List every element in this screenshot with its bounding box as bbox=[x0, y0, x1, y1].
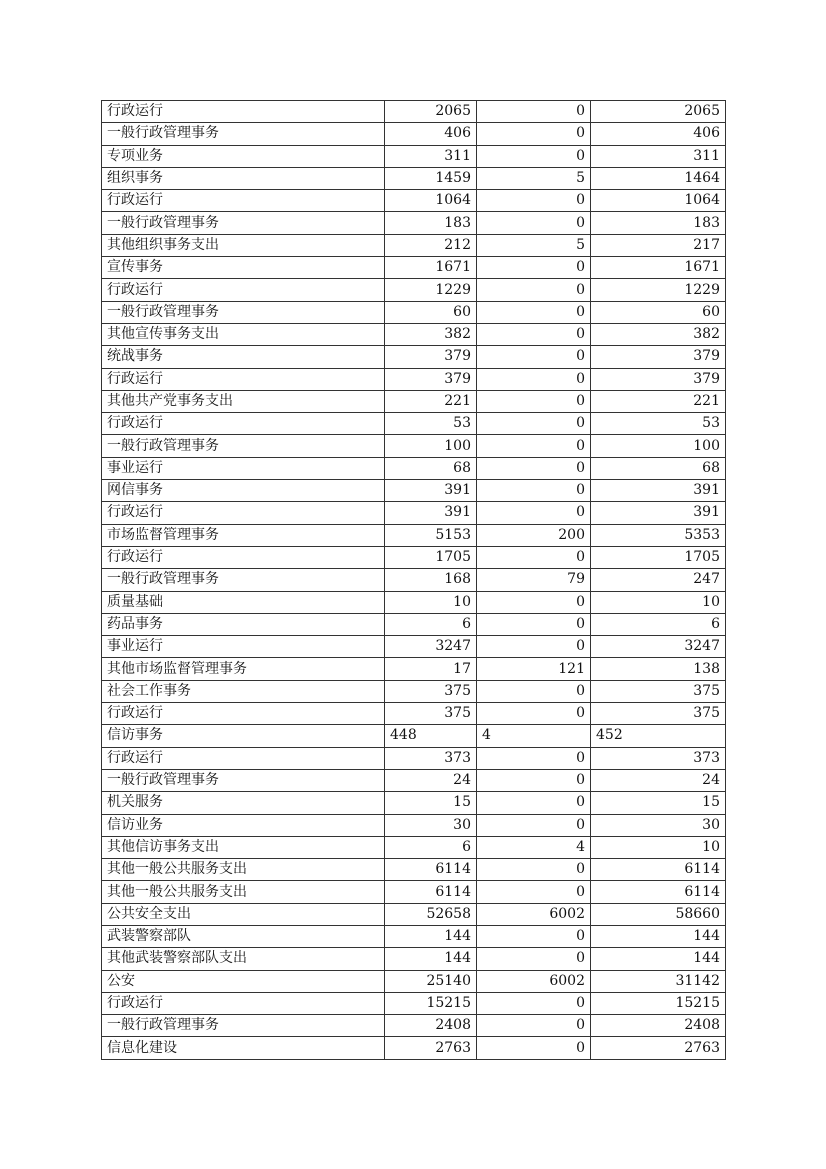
amount-cell-3: 68 bbox=[591, 457, 726, 479]
amount-cell-2: 0 bbox=[477, 1037, 591, 1059]
amount-cell-2: 0 bbox=[477, 925, 591, 947]
amount-cell-2: 0 bbox=[477, 390, 591, 412]
item-name-cell: 统战事务 bbox=[102, 346, 385, 368]
amount-cell-2: 0 bbox=[477, 301, 591, 323]
table-body bbox=[102, 101, 726, 1060]
table-row bbox=[102, 1015, 726, 1037]
amount-cell-1: 1459 bbox=[385, 167, 477, 189]
amount-cell-2: 0 bbox=[477, 992, 591, 1014]
amount-cell-3: 311 bbox=[591, 145, 726, 167]
item-name-cell: 行政运行 bbox=[102, 703, 385, 725]
item-name-cell: 其他武装警察部队支出 bbox=[102, 948, 385, 970]
amount-cell-3: 183 bbox=[591, 212, 726, 234]
amount-cell-2: 0 bbox=[477, 457, 591, 479]
amount-cell-1: 6114 bbox=[385, 881, 477, 903]
amount-cell-2: 0 bbox=[477, 636, 591, 658]
amount-cell-3: 24 bbox=[591, 769, 726, 791]
amount-cell-3: 221 bbox=[591, 390, 726, 412]
amount-cell-2: 0 bbox=[477, 279, 591, 301]
amount-cell-2: 79 bbox=[477, 569, 591, 591]
table-row bbox=[102, 1037, 726, 1059]
amount-cell-1: 406 bbox=[385, 123, 477, 145]
amount-cell-1: 379 bbox=[385, 368, 477, 390]
amount-cell-3: 452 bbox=[591, 725, 726, 747]
amount-cell-1: 382 bbox=[385, 323, 477, 345]
item-name-cell: 市场监督管理事务 bbox=[102, 524, 385, 546]
amount-cell-1: 379 bbox=[385, 346, 477, 368]
amount-cell-3: 60 bbox=[591, 301, 726, 323]
item-name-cell: 一般行政管理事务 bbox=[102, 123, 385, 145]
item-name-cell: 信访业务 bbox=[102, 814, 385, 836]
item-name-cell: 行政运行 bbox=[102, 413, 385, 435]
table-row bbox=[102, 747, 726, 769]
amount-cell-3: 31142 bbox=[591, 970, 726, 992]
amount-cell-3: 1064 bbox=[591, 190, 726, 212]
amount-cell-1: 2763 bbox=[385, 1037, 477, 1059]
item-name-cell: 信访事务 bbox=[102, 725, 385, 747]
table-row bbox=[102, 948, 726, 970]
item-name-cell: 一般行政管理事务 bbox=[102, 212, 385, 234]
table-row bbox=[102, 992, 726, 1014]
table-row bbox=[102, 680, 726, 702]
amount-cell-1: 10 bbox=[385, 591, 477, 613]
amount-cell-1: 448 bbox=[385, 725, 477, 747]
item-name-cell: 行政运行 bbox=[102, 101, 385, 123]
table-row bbox=[102, 457, 726, 479]
amount-cell-3: 391 bbox=[591, 502, 726, 524]
amount-cell-2: 0 bbox=[477, 368, 591, 390]
table-row bbox=[102, 725, 726, 747]
amount-cell-2: 0 bbox=[477, 346, 591, 368]
item-name-cell: 行政运行 bbox=[102, 546, 385, 568]
amount-cell-2: 0 bbox=[477, 257, 591, 279]
amount-cell-1: 311 bbox=[385, 145, 477, 167]
table-row bbox=[102, 101, 726, 123]
table-row bbox=[102, 368, 726, 390]
table-row bbox=[102, 569, 726, 591]
amount-cell-1: 68 bbox=[385, 457, 477, 479]
amount-cell-3: 3247 bbox=[591, 636, 726, 658]
amount-cell-2: 4 bbox=[477, 836, 591, 858]
amount-cell-1: 3247 bbox=[385, 636, 477, 658]
amount-cell-3: 217 bbox=[591, 234, 726, 256]
amount-cell-2: 5 bbox=[477, 167, 591, 189]
amount-cell-1: 168 bbox=[385, 569, 477, 591]
amount-cell-1: 15215 bbox=[385, 992, 477, 1014]
item-name-cell: 一般行政管理事务 bbox=[102, 301, 385, 323]
amount-cell-1: 6 bbox=[385, 613, 477, 635]
amount-cell-3: 15 bbox=[591, 792, 726, 814]
amount-cell-1: 17 bbox=[385, 658, 477, 680]
amount-cell-2: 0 bbox=[477, 413, 591, 435]
item-name-cell: 社会工作事务 bbox=[102, 680, 385, 702]
item-name-cell: 其他信访事务支出 bbox=[102, 836, 385, 858]
amount-cell-2: 0 bbox=[477, 703, 591, 725]
amount-cell-1: 2065 bbox=[385, 101, 477, 123]
table-row bbox=[102, 167, 726, 189]
amount-cell-1: 212 bbox=[385, 234, 477, 256]
amount-cell-1: 1229 bbox=[385, 279, 477, 301]
table-row bbox=[102, 546, 726, 568]
amount-cell-3: 406 bbox=[591, 123, 726, 145]
item-name-cell: 事业运行 bbox=[102, 636, 385, 658]
item-name-cell: 行政运行 bbox=[102, 190, 385, 212]
amount-cell-3: 138 bbox=[591, 658, 726, 680]
amount-cell-3: 2763 bbox=[591, 1037, 726, 1059]
amount-cell-1: 391 bbox=[385, 502, 477, 524]
item-name-cell: 质量基础 bbox=[102, 591, 385, 613]
item-name-cell: 公共安全支出 bbox=[102, 903, 385, 925]
amount-cell-3: 247 bbox=[591, 569, 726, 591]
table-row bbox=[102, 524, 726, 546]
amount-cell-3: 373 bbox=[591, 747, 726, 769]
amount-cell-2: 0 bbox=[477, 101, 591, 123]
amount-cell-3: 30 bbox=[591, 814, 726, 836]
amount-cell-1: 6114 bbox=[385, 859, 477, 881]
table-row bbox=[102, 257, 726, 279]
amount-cell-2: 0 bbox=[477, 435, 591, 457]
item-name-cell: 信息化建设 bbox=[102, 1037, 385, 1059]
amount-cell-3: 15215 bbox=[591, 992, 726, 1014]
amount-cell-2: 121 bbox=[477, 658, 591, 680]
amount-cell-3: 10 bbox=[591, 591, 726, 613]
item-name-cell: 一般行政管理事务 bbox=[102, 435, 385, 457]
amount-cell-1: 5153 bbox=[385, 524, 477, 546]
table-row bbox=[102, 970, 726, 992]
amount-cell-2: 0 bbox=[477, 613, 591, 635]
amount-cell-2: 0 bbox=[477, 145, 591, 167]
amount-cell-1: 52658 bbox=[385, 903, 477, 925]
amount-cell-3: 144 bbox=[591, 948, 726, 970]
item-name-cell: 网信事务 bbox=[102, 480, 385, 502]
amount-cell-3: 379 bbox=[591, 346, 726, 368]
amount-cell-1: 1671 bbox=[385, 257, 477, 279]
table-row bbox=[102, 836, 726, 858]
amount-cell-3: 6114 bbox=[591, 859, 726, 881]
amount-cell-3: 144 bbox=[591, 925, 726, 947]
amount-cell-2: 5 bbox=[477, 234, 591, 256]
amount-cell-2: 0 bbox=[477, 814, 591, 836]
amount-cell-3: 10 bbox=[591, 836, 726, 858]
amount-cell-1: 2408 bbox=[385, 1015, 477, 1037]
table-row bbox=[102, 346, 726, 368]
amount-cell-3: 1671 bbox=[591, 257, 726, 279]
amount-cell-2: 0 bbox=[477, 591, 591, 613]
table-row bbox=[102, 480, 726, 502]
amount-cell-2: 0 bbox=[477, 190, 591, 212]
amount-cell-1: 100 bbox=[385, 435, 477, 457]
item-name-cell: 一般行政管理事务 bbox=[102, 1015, 385, 1037]
item-name-cell: 行政运行 bbox=[102, 992, 385, 1014]
amount-cell-1: 24 bbox=[385, 769, 477, 791]
table-row bbox=[102, 636, 726, 658]
table-row bbox=[102, 859, 726, 881]
amount-cell-2: 0 bbox=[477, 123, 591, 145]
amount-cell-2: 0 bbox=[477, 948, 591, 970]
amount-cell-2: 0 bbox=[477, 323, 591, 345]
table-row bbox=[102, 279, 726, 301]
item-name-cell: 其他一般公共服务支出 bbox=[102, 881, 385, 903]
item-name-cell: 其他一般公共服务支出 bbox=[102, 859, 385, 881]
table-row bbox=[102, 145, 726, 167]
item-name-cell: 行政运行 bbox=[102, 368, 385, 390]
amount-cell-2: 0 bbox=[477, 680, 591, 702]
amount-cell-3: 1705 bbox=[591, 546, 726, 568]
amount-cell-3: 100 bbox=[591, 435, 726, 457]
table-row bbox=[102, 413, 726, 435]
amount-cell-1: 144 bbox=[385, 948, 477, 970]
amount-cell-2: 4 bbox=[477, 725, 591, 747]
item-name-cell: 专项业务 bbox=[102, 145, 385, 167]
amount-cell-3: 58660 bbox=[591, 903, 726, 925]
item-name-cell: 其他共产党事务支出 bbox=[102, 390, 385, 412]
amount-cell-3: 6 bbox=[591, 613, 726, 635]
item-name-cell: 宣传事务 bbox=[102, 257, 385, 279]
item-name-cell: 公安 bbox=[102, 970, 385, 992]
amount-cell-2: 0 bbox=[477, 747, 591, 769]
table-row bbox=[102, 591, 726, 613]
table-row bbox=[102, 814, 726, 836]
table-row bbox=[102, 190, 726, 212]
amount-cell-1: 1064 bbox=[385, 190, 477, 212]
amount-cell-1: 391 bbox=[385, 480, 477, 502]
amount-cell-1: 373 bbox=[385, 747, 477, 769]
table-row bbox=[102, 881, 726, 903]
table-row bbox=[102, 769, 726, 791]
amount-cell-2: 200 bbox=[477, 524, 591, 546]
table-row bbox=[102, 903, 726, 925]
amount-cell-3: 6114 bbox=[591, 881, 726, 903]
amount-cell-2: 0 bbox=[477, 859, 591, 881]
amount-cell-3: 1229 bbox=[591, 279, 726, 301]
amount-cell-2: 0 bbox=[477, 792, 591, 814]
amount-cell-2: 0 bbox=[477, 502, 591, 524]
item-name-cell: 组织事务 bbox=[102, 167, 385, 189]
amount-cell-3: 375 bbox=[591, 680, 726, 702]
item-name-cell: 行政运行 bbox=[102, 502, 385, 524]
item-name-cell: 机关服务 bbox=[102, 792, 385, 814]
amount-cell-3: 379 bbox=[591, 368, 726, 390]
amount-cell-1: 1705 bbox=[385, 546, 477, 568]
table-row bbox=[102, 703, 726, 725]
item-name-cell: 一般行政管理事务 bbox=[102, 569, 385, 591]
table-row bbox=[102, 925, 726, 947]
table-row bbox=[102, 390, 726, 412]
table-row bbox=[102, 792, 726, 814]
item-name-cell: 事业运行 bbox=[102, 457, 385, 479]
table-row bbox=[102, 301, 726, 323]
amount-cell-1: 375 bbox=[385, 703, 477, 725]
item-name-cell: 行政运行 bbox=[102, 747, 385, 769]
amount-cell-2: 0 bbox=[477, 480, 591, 502]
amount-cell-3: 1464 bbox=[591, 167, 726, 189]
item-name-cell: 其他市场监督管理事务 bbox=[102, 658, 385, 680]
amount-cell-1: 25140 bbox=[385, 970, 477, 992]
amount-cell-1: 375 bbox=[385, 680, 477, 702]
amount-cell-3: 382 bbox=[591, 323, 726, 345]
amount-cell-1: 15 bbox=[385, 792, 477, 814]
amount-cell-2: 6002 bbox=[477, 970, 591, 992]
amount-cell-3: 2408 bbox=[591, 1015, 726, 1037]
amount-cell-2: 0 bbox=[477, 881, 591, 903]
item-name-cell: 一般行政管理事务 bbox=[102, 769, 385, 791]
amount-cell-3: 53 bbox=[591, 413, 726, 435]
amount-cell-1: 60 bbox=[385, 301, 477, 323]
amount-cell-1: 6 bbox=[385, 836, 477, 858]
table-row bbox=[102, 323, 726, 345]
table-row bbox=[102, 234, 726, 256]
amount-cell-2: 6002 bbox=[477, 903, 591, 925]
amount-cell-1: 53 bbox=[385, 413, 477, 435]
table-row bbox=[102, 212, 726, 234]
amount-cell-3: 2065 bbox=[591, 101, 726, 123]
amount-cell-3: 5353 bbox=[591, 524, 726, 546]
table-row bbox=[102, 502, 726, 524]
item-name-cell: 武装警察部队 bbox=[102, 925, 385, 947]
table-row bbox=[102, 123, 726, 145]
amount-cell-1: 221 bbox=[385, 390, 477, 412]
table-row bbox=[102, 658, 726, 680]
amount-cell-3: 391 bbox=[591, 480, 726, 502]
table-row bbox=[102, 613, 726, 635]
amount-cell-1: 144 bbox=[385, 925, 477, 947]
item-name-cell: 其他宣传事务支出 bbox=[102, 323, 385, 345]
budget-expenditure-table bbox=[101, 100, 726, 1060]
item-name-cell: 其他组织事务支出 bbox=[102, 234, 385, 256]
item-name-cell: 药品事务 bbox=[102, 613, 385, 635]
amount-cell-2: 0 bbox=[477, 212, 591, 234]
table-row bbox=[102, 435, 726, 457]
amount-cell-1: 30 bbox=[385, 814, 477, 836]
amount-cell-1: 183 bbox=[385, 212, 477, 234]
amount-cell-2: 0 bbox=[477, 546, 591, 568]
amount-cell-2: 0 bbox=[477, 1015, 591, 1037]
item-name-cell: 行政运行 bbox=[102, 279, 385, 301]
amount-cell-3: 375 bbox=[591, 703, 726, 725]
amount-cell-2: 0 bbox=[477, 769, 591, 791]
